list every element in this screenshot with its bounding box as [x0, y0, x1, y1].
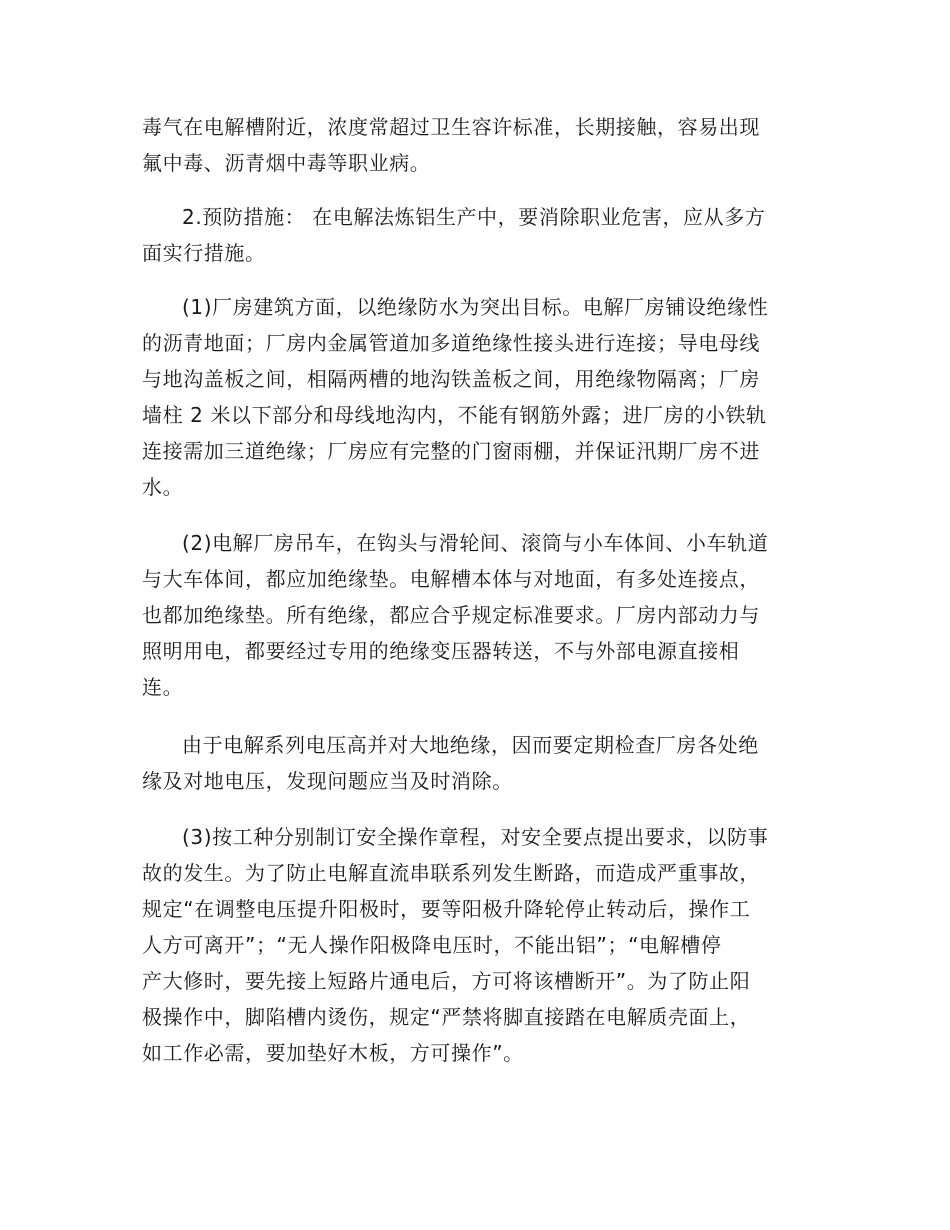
paragraph-6-line-1: (3)按工种分别制订安全操作章程，对安全要点提出要求，以防事 [182, 825, 769, 849]
paragraph-6-line-2: 故的发生。为了防止电解直流串联系列发生断路，而造成严重事故， [142, 861, 760, 885]
paragraph-2-line-2: 面实行措施。 [142, 241, 266, 265]
paragraph-2-line-1: 2.预防措施： 在电解法炼铝生产中，要消除职业危害，应从多方 [182, 205, 766, 229]
paragraph-3-line-6: 水。 [142, 475, 184, 499]
paragraph-1-line-2: 氟中毒、沥青烟中毒等职业病。 [142, 151, 431, 175]
paragraph-6-line-4: 人方可离开”；“无人操作阳极降电压时，不能出铝”；“电解槽停 [142, 933, 722, 957]
paragraph-4-line-3: 也都加绝缘垫。所有绝缘，都应合乎规定标准要求。厂房内部动力与 [142, 603, 760, 627]
paragraph-6-line-6: 极操作中，脚陷槽内烫伤，规定“严禁将脚直接踏在电解质壳面上， [142, 1005, 751, 1029]
paragraph-4-line-4: 照明用电，都要经过专用的绝缘变压器转送，不与外部电源直接相 [142, 639, 740, 663]
paragraph-3-line-3: 与地沟盖板之间，相隔两槽的地沟铁盖板之间，用绝缘物隔离；厂房 [142, 367, 760, 391]
paragraph-3-line-4: 墙柱 2 米以下部分和母线地沟内，不能有钢筋外露；进厂房的小铁轨 [142, 403, 767, 427]
paragraph-4-line-5: 连。 [142, 675, 184, 699]
paragraph-3-line-1: (1)厂房建筑方面，以绝缘防水为突出目标。电解厂房铺设绝缘性 [182, 295, 769, 319]
paragraph-6-line-3: 规定“在调整电压提升阳极时，要等阳极升降轮停止转动后，操作工 [142, 897, 751, 921]
paragraph-4-line-1: (2)电解厂房吊车，在钩头与滑轮间、滚筒与小车体间、小车轨道 [182, 531, 769, 555]
paragraph-1-line-1: 毒气在电解槽附近，浓度常超过卫生容许标准，长期接触，容易出现 [142, 115, 760, 139]
paragraph-6-line-5: 产大修时，要先接上短路片通电后，方可将该槽断开”。为了防止阳 [142, 969, 751, 993]
paragraph-5-line-1: 由于电解系列电压高并对大地绝缘，因而要定期检查厂房各处绝 [182, 733, 759, 757]
paragraph-6-line-7: 如工作必需，要加垫好木板，方可操作”。 [142, 1041, 524, 1065]
paragraph-3-line-2: 的沥青地面；厂房内金属管道加多道绝缘性接头进行连接；导电母线 [142, 331, 760, 355]
paragraph-3-line-5: 连接需加三道绝缘；厂房应有完整的门窗雨棚，并保证汛期厂房不进 [142, 439, 760, 463]
paragraph-5-line-2: 缘及对地电压，发现问题应当及时消除。 [142, 769, 513, 793]
paragraph-4-line-2: 与大车体间，都应加绝缘垫。电解槽本体与对地面，有多处连接点， [142, 567, 760, 591]
